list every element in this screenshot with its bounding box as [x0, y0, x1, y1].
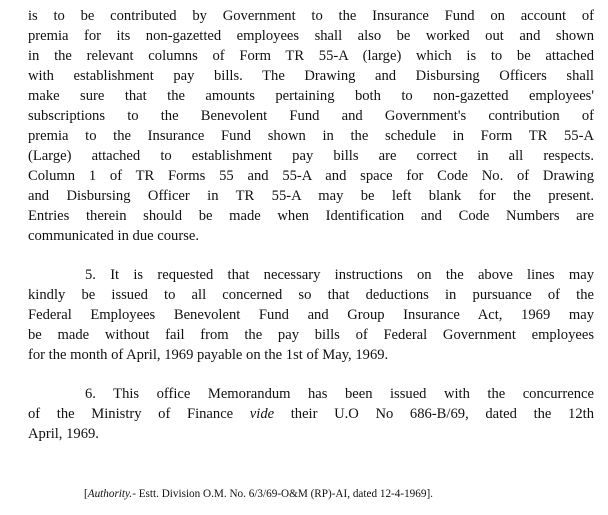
- paragraph-line: [28, 404, 594, 424]
- paragraph-line: (Large) attached to establishment pay bills are correct in all respects.: [28, 148, 594, 164]
- paragraph-line: Federal Employees Benevolent Fund and Group Insurance Act, 1969 may: [28, 307, 594, 323]
- paragraph-4: [28, 6, 594, 246]
- paragraph-line: be made without fail from the pay bills of Federal Government employees: [28, 327, 594, 343]
- paragraph-line: premia to the Insurance Fund shown in the schedule in Form TR 55-A: [28, 128, 594, 144]
- authority-citation: [84, 487, 433, 501]
- paragraph-line: kindly be issued to all concerned so that deductions in pursuance of the: [28, 287, 594, 303]
- paragraph-gap: [28, 365, 594, 384]
- paragraph-line: with establishment pay bills. The Drawing and Disbursing Officers shall: [28, 68, 594, 84]
- paragraph-line: for the month of April, 1969 payable on the 1st of May, 1969.: [28, 347, 389, 363]
- paragraph-line: make sure that the amounts pertaining both to non-gazetted employees': [28, 88, 594, 104]
- authority-label: Authority.: [87, 488, 133, 500]
- paragraph-line: premia for its non-gazetted employees shall also be worked out and shown: [28, 28, 594, 44]
- paragraph-5: [28, 265, 594, 365]
- paragraph-gap: [28, 246, 594, 265]
- paragraph-line: 5. It is requested that necessary instructions on the above lines may: [85, 267, 594, 283]
- paragraph-line: 6. This office Memorandum has been issued with the concurrence: [85, 386, 594, 402]
- paragraph-line: in the relevant columns of Form TR 55-A (large) which is to be attached: [28, 48, 594, 64]
- paragraph-line: subscriptions to the Benevolent Fund and Government's contribution of: [28, 108, 594, 124]
- paragraph-text: of the Ministry of Finance: [28, 406, 250, 422]
- paragraph-line: Column 1 of TR Forms 55 and 55-A and space for Code No. of Drawing: [28, 168, 594, 184]
- paragraph-6: [28, 384, 594, 444]
- paragraph-line: April, 1969.: [28, 426, 99, 442]
- paragraph-line: Entries therein should be made when Identification and Code Numbers are: [28, 208, 594, 224]
- paragraph-line: and Disbursing Officer in TR 55-A may be left blank for the present.: [28, 188, 594, 204]
- paragraph-line: is to be contributed by Government to the Insurance Fund on account of: [28, 8, 594, 24]
- document-page: [28, 6, 594, 444]
- italic-term: vide: [249, 406, 275, 422]
- paragraph-line: communicated in due course.: [28, 228, 200, 244]
- authority-text: - Estt. Division O.M. No. 6/3/69-O&M (RP)-AI, dated 12-4-1969].: [132, 488, 433, 500]
- paragraph-text: their U.O No 686-B/69, dated the 12th: [274, 406, 594, 422]
- authority-bracket: [: [84, 488, 88, 500]
